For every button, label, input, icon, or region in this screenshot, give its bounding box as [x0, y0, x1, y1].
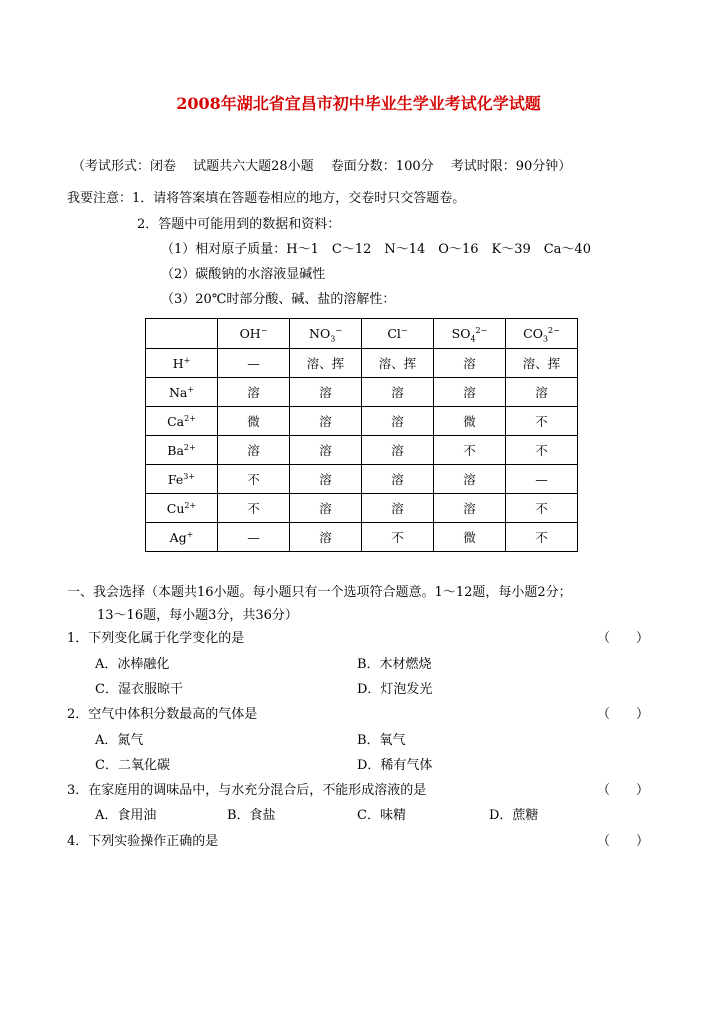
- solubility-cell: 溶: [362, 494, 434, 523]
- table-row: [146, 465, 578, 494]
- section-1-heading: 一、我会选择（本题共16小题。每小题只有一个选项符合题意。1～12题，每小题2分；: [67, 585, 572, 600]
- cation-header-cell: [146, 378, 218, 407]
- solubility-cell: 溶: [290, 465, 362, 494]
- solubility-cell: 不: [506, 407, 578, 436]
- anion-header-cell: [290, 319, 362, 349]
- notice-item-1: （1）相对原子质量：H～1 C～12 N～14 O～16 K～39 Ca～40: [161, 242, 591, 257]
- anion-label: Cl−: [387, 325, 408, 341]
- solubility-cell: —: [506, 465, 578, 494]
- cation-header-cell: [146, 349, 218, 378]
- section-1-heading-cont: 13～16题，每小题3分，共36分）: [97, 608, 298, 623]
- cation-header-cell: [146, 494, 218, 523]
- question-4-stem: 4．下列实验操作正确的是: [67, 834, 219, 849]
- solubility-cell: 溶: [290, 523, 362, 552]
- anion-header-cell: [218, 319, 290, 349]
- table-row: [146, 378, 578, 407]
- anion-label: $CO_3^{2-}$: [523, 325, 560, 344]
- cation-header-cell: [146, 436, 218, 465]
- cation-label: H+: [172, 355, 191, 371]
- solubility-cell: 不: [434, 436, 506, 465]
- question-2-stem: 2．空气中体积分数最高的气体是: [67, 707, 258, 722]
- table-corner-cell: [146, 319, 218, 349]
- table-row: [146, 436, 578, 465]
- solubility-cell: 微: [218, 407, 290, 436]
- question-3-answer-blank[interactable]: （ ）: [597, 783, 650, 798]
- cation-header-cell: [146, 465, 218, 494]
- solubility-cell: 溶: [362, 407, 434, 436]
- solubility-cell: 溶: [434, 494, 506, 523]
- notice-line-1: 我要注意：1．请将答案填在答题卷相应的地方，交卷时只交答题卷。: [67, 191, 466, 206]
- question-2-option-a: A．氮气: [95, 733, 144, 748]
- table-row: [146, 407, 578, 436]
- question-3-option-d: D．蔗糖: [489, 808, 539, 823]
- solubility-cell: 不: [506, 494, 578, 523]
- solubility-cell: 不: [506, 523, 578, 552]
- anion-label: $SO_4^{2-}$: [451, 325, 488, 344]
- notice-item-2: （2）碳酸钠的水溶液显碱性: [161, 267, 326, 282]
- solubility-cell: 溶、挥: [290, 349, 362, 378]
- solubility-cell: 溶: [362, 436, 434, 465]
- cation-label: $Ba^{2+}$: [167, 442, 196, 458]
- cation-label: Ag+: [169, 529, 194, 545]
- question-2-option-c: C．二氧化碳: [95, 758, 170, 773]
- solubility-cell: 不: [218, 465, 290, 494]
- solubility-table: [145, 318, 578, 552]
- anion-header-cell: [506, 319, 578, 349]
- solubility-cell: 溶: [506, 378, 578, 407]
- solubility-cell: 溶、挥: [362, 349, 434, 378]
- solubility-cell: 不: [362, 523, 434, 552]
- solubility-cell: 微: [434, 407, 506, 436]
- table-row: [146, 494, 578, 523]
- notice-line-2: 2．答题中可能用到的数据和资料：: [137, 217, 341, 232]
- solubility-cell: 溶: [290, 494, 362, 523]
- exam-info: （考试形式：闭卷 试题共六大题28小题 卷面分数：100分 考试时限：90分钟）: [72, 159, 572, 174]
- table-header-row: [146, 319, 578, 349]
- solubility-cell: 溶: [434, 465, 506, 494]
- question-3-option-c: C．味精: [357, 808, 406, 823]
- question-1-answer-blank[interactable]: （ ）: [597, 631, 650, 646]
- cation-header-cell: [146, 523, 218, 552]
- anion-label: $NO_3^-$: [309, 325, 342, 344]
- question-1-stem: 1．下列变化属于化学变化的是: [67, 631, 245, 646]
- cation-header-cell: [146, 407, 218, 436]
- solubility-cell: 溶: [362, 378, 434, 407]
- cation-label: $Cu^{2+}$: [166, 500, 197, 516]
- question-1-option-a: A．冰棒融化: [95, 657, 170, 672]
- question-1-option-c: C．湿衣服晾干: [95, 682, 183, 697]
- table-row: [146, 349, 578, 378]
- question-2-option-d: D．稀有气体: [357, 758, 433, 773]
- question-1-option-d: D．灯泡发光: [357, 682, 433, 697]
- question-4-answer-blank[interactable]: （ ）: [597, 834, 650, 849]
- question-1-option-b: B．木材燃烧: [357, 657, 432, 672]
- solubility-cell: 溶: [218, 378, 290, 407]
- solubility-cell: —: [218, 349, 290, 378]
- question-3-option-a: A．食用油: [95, 808, 157, 823]
- solubility-cell: 溶: [434, 349, 506, 378]
- question-3-stem: 3．在家庭用的调味品中，与水充分混合后，不能形成溶液的是: [67, 783, 427, 798]
- solubility-cell: 不: [506, 436, 578, 465]
- anion-header-cell: [362, 319, 434, 349]
- question-2-option-b: B．氧气: [357, 733, 406, 748]
- cation-label: Na+: [168, 384, 195, 400]
- solubility-cell: 不: [218, 494, 290, 523]
- question-2-answer-blank[interactable]: （ ）: [597, 707, 650, 722]
- solubility-cell: 溶: [290, 378, 362, 407]
- solubility-cell: 溶: [218, 436, 290, 465]
- question-3-option-b: B．食盐: [227, 808, 276, 823]
- page-title: 2008年湖北省宜昌市初中毕业生学业考试化学试题: [176, 94, 541, 113]
- solubility-cell: 溶、挥: [506, 349, 578, 378]
- solubility-cell: —: [218, 523, 290, 552]
- anion-label: OH−: [239, 325, 268, 341]
- notice-item-3: （3）20℃时部分酸、碱、盐的溶解性：: [161, 292, 396, 307]
- anion-header-cell: [434, 319, 506, 349]
- solubility-cell: 溶: [434, 378, 506, 407]
- solubility-cell: 溶: [290, 436, 362, 465]
- solubility-cell: 溶: [362, 465, 434, 494]
- solubility-cell: 溶: [290, 407, 362, 436]
- cation-label: $Ca^{2+}$: [167, 413, 196, 429]
- cation-label: $Fe^{3+}$: [167, 471, 196, 487]
- table-row: [146, 523, 578, 552]
- solubility-cell: 微: [434, 523, 506, 552]
